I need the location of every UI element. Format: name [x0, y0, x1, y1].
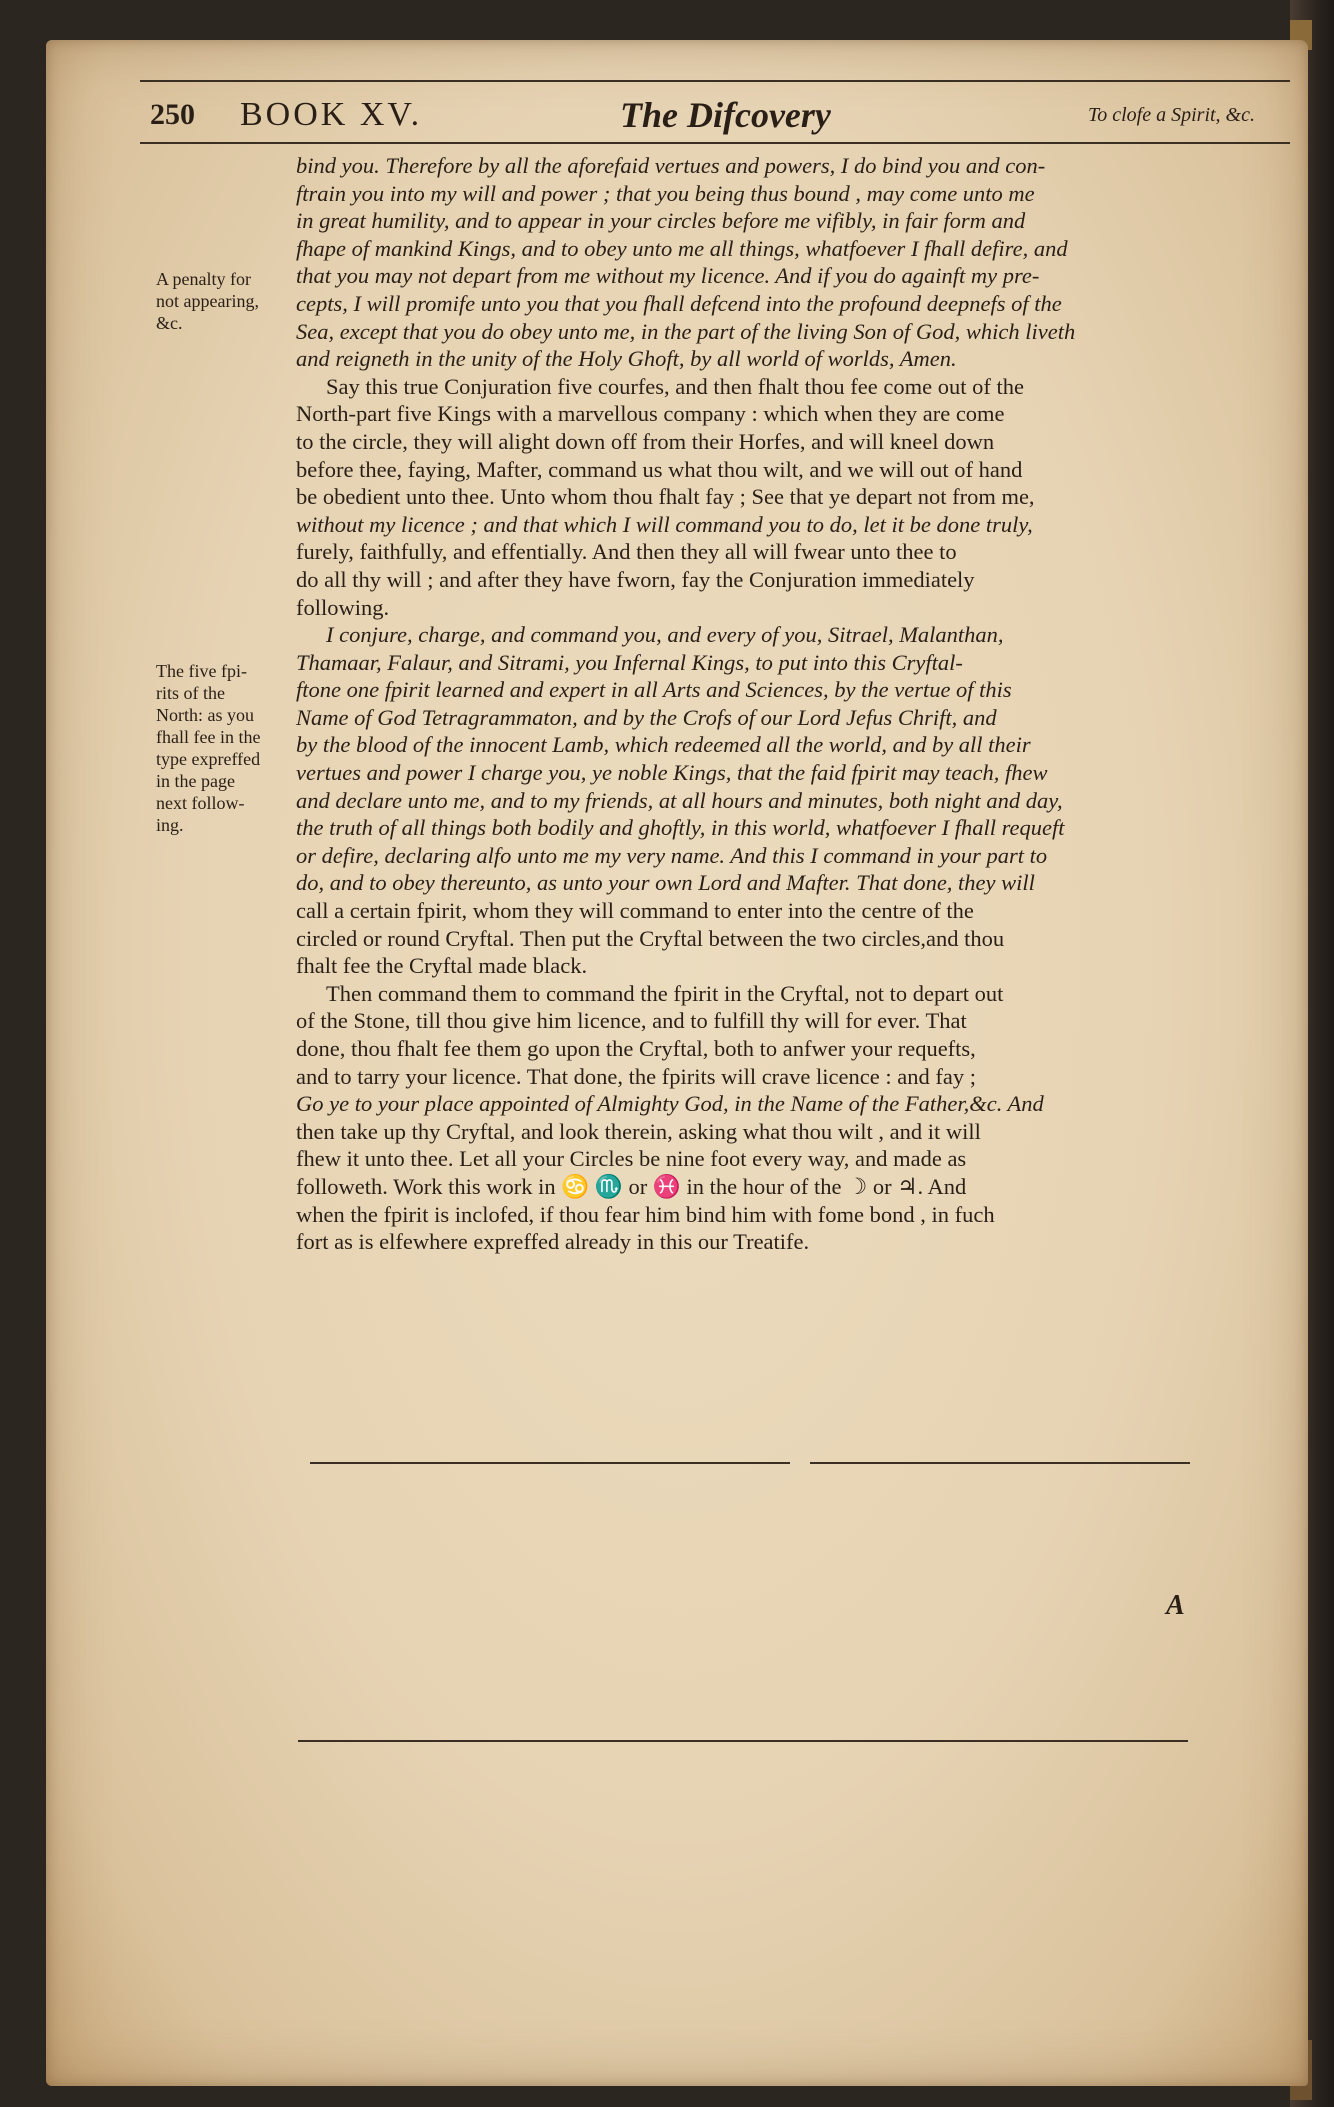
margin-line: in the page: [156, 771, 235, 791]
book-label: BOOK XV.: [240, 96, 423, 133]
text-line: do, and to obey thereunto, as unto your own Lord and Mafter. That done, they will: [296, 870, 1035, 896]
text-line: and to tarry your licence. That done, the fpirits will crave licence : and fay ;: [296, 1063, 976, 1089]
end-rule-left: [310, 1462, 790, 1464]
text-line: of the Stone, till thou give him licence, and to fulfill thy will for ever. That: [296, 1008, 967, 1034]
text-line: fort as is elfewhere expreffed already in this our Treatife.: [296, 1229, 810, 1255]
text-line: in great humility, and to appear in your circles before me vifibly, in fair form and: [296, 208, 1026, 234]
text-line: ftone one fpirit learned and expert in all Arts and Sciences, by the vertue of this: [296, 677, 1012, 703]
margin-line: A penalty for: [156, 269, 251, 289]
text-line: to the circle, they will alight down off from their Horfes, and will kneel down: [296, 428, 995, 454]
text-line: circled or round Cryftal. Then put the Cryftal between the two circles,and thou: [296, 925, 1005, 951]
text-line: do all thy will ; and after they have fworn, fay the Conjuration immediately: [296, 566, 975, 592]
text-line: ftrain you into my will and power ; that you being thus bound , may come unto me: [296, 180, 1035, 206]
text-line: the truth of all things both bodily and ghoftly, in this world, whatfoever I fhall requeft: [296, 815, 1065, 841]
text-line: and reigneth in the unity of the Holy Ghoft, by all world of worlds, Amen.: [296, 346, 957, 372]
margin-line: ing.: [156, 815, 184, 835]
text-line: following.: [296, 594, 390, 620]
running-head: To clofe a Spirit, &c.: [1087, 104, 1255, 126]
paragraph-say-this: [296, 373, 1200, 621]
margin-note-five-spirits: [156, 660, 296, 836]
text-line: Sea, except that you do obey unto me, in the part of the living Son of God, which liveth: [296, 318, 1076, 344]
margin-line: The five fpi-: [156, 661, 247, 681]
header-rule-top: [140, 80, 1290, 82]
running-header: [150, 92, 1290, 142]
header-rule-bottom: [140, 142, 1290, 144]
paragraph-then-command: [296, 980, 1200, 1256]
text-line: Name of God Tetragrammaton, and by the Crofs of our Lord Jefus Chrift, and: [296, 704, 997, 730]
text-line: and declare unto me, and to my friends, at all hours and minutes, both night and day,: [296, 787, 1063, 813]
text-line: vertues and power I charge you, ye noble Kings, that the faid fpirit may teach, fhew: [296, 760, 1048, 786]
text-line: that you may not depart from me without my licence. And if you do againft my pre-: [296, 263, 1040, 289]
text-line: fhape of mankind Kings, and to obey unto me all things, whatfoever I fhall defire, and: [296, 235, 1068, 261]
text-line: Then command them to command the fpirit in the Cryftal, not to depart out: [326, 980, 1004, 1006]
end-rule-right: [810, 1462, 1190, 1464]
text-line: bind you. Therefore by all the aforefaid vertues and powers, I do bind you and con-: [296, 153, 1046, 178]
text-line: or defire, declaring alfo unto me my very name. And this I command in your part to: [296, 842, 1048, 868]
paragraph-conjuration-end: [296, 152, 1200, 373]
text-line: Thamaar, Falaur, and Sitrami, you Infernal Kings, to put into this Cryftal-: [296, 649, 963, 675]
text-line: when the fpirit is inclofed, if thou fear him bind him with fome bond , in fuch: [296, 1201, 995, 1227]
margin-line: rits of the: [156, 683, 225, 703]
text-line: be obedient unto thee. Unto whom thou fhalt fay ; See that ye depart not from me,: [296, 484, 1035, 510]
body-text: [296, 152, 1200, 1256]
paragraph-second-conjuration: [296, 621, 1200, 980]
margin-line: North: as you: [156, 705, 254, 725]
margin-line: next follow-: [156, 793, 245, 813]
text-line: call a certain fpirit, whom they will command to enter into the centre of the: [296, 898, 974, 924]
text-line: done, thou fhalt fee them go upon the Cryftal, both to anfwer your requefts,: [296, 1036, 976, 1061]
text-line: cepts, I will promife unto you that you fhall defcend into the profound deepnefs of the: [296, 290, 1062, 316]
page-number: 250: [150, 98, 195, 131]
text-line: then take up thy Cryftal, and look therein, asking what thou wilt , and it will: [296, 1118, 981, 1144]
catchword: A: [1166, 1590, 1185, 1621]
text-line: by the blood of the innocent Lamb, which redeemed all the world, and by all their: [296, 732, 1031, 758]
text-line: Say this true Conjuration five courfes, and then fhalt thou fee come out of the: [326, 373, 1024, 399]
text-line: fhew it unto thee. Let all your Circles be nine foot every way, and made as: [296, 1146, 967, 1172]
margin-line: fhall fee in the: [156, 727, 261, 747]
text-line: fhalt fee the Cryftal made black.: [296, 953, 588, 979]
margin-line: not appearing,: [156, 291, 259, 311]
text-line: North-part five Kings with a marvellous company : which when they are come: [296, 401, 1005, 427]
page-title: The Difcovery: [620, 95, 831, 135]
text-line: without my licence ; and that which I will command you to do, let it be done truly,: [296, 511, 1033, 537]
text-line: before thee, faying, Mafter, command us what thou wilt, and we will out of hand: [296, 456, 1023, 482]
bottom-rule: [298, 1740, 1188, 1742]
margin-line: type expreffed: [156, 749, 261, 769]
text-line: Go ye to your place appointed of Almighty God, in the Name of the Father,&c. And: [296, 1091, 1044, 1117]
text-line: I conjure, charge, and command you, and every of you, Sitrael, Malanthan,: [326, 622, 1004, 648]
margin-note-penalty: [156, 268, 296, 334]
margin-line: &c.: [156, 313, 183, 333]
text-line: furely, faithfully, and effentially. And then they all will fwear unto thee to: [296, 539, 957, 565]
text-line: followeth. Work this work in ♋ ♏ or ♓ in the hour of the ☽ or ♃. And: [296, 1173, 967, 1199]
